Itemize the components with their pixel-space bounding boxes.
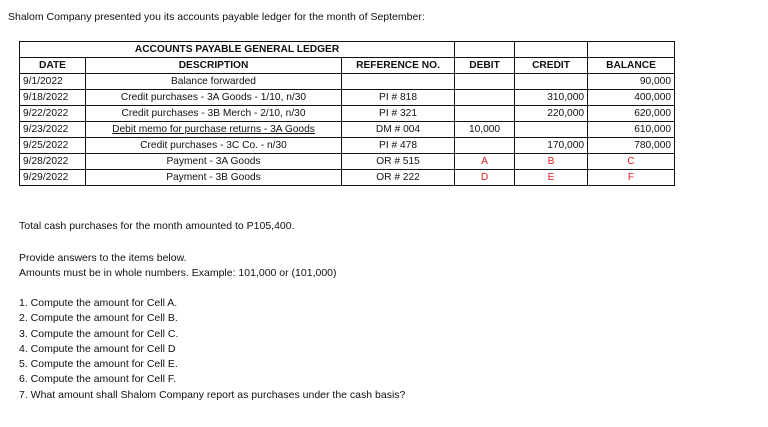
cell-debit (455, 90, 515, 106)
question-item: 1. Compute the amount for Cell A. (19, 297, 178, 309)
cell-debit (455, 74, 515, 90)
header-date: DATE (20, 58, 86, 74)
question-item: 7. What amount shall Shalom Company report as purchases under the cash basis? (19, 388, 406, 401)
ledger-title: ACCOUNTS PAYABLE GENERAL LEDGER (20, 42, 455, 58)
cell-debit (455, 106, 515, 122)
cell-f-label: F (588, 170, 675, 186)
header-credit: CREDIT (515, 58, 588, 74)
cell-date: 9/1/2022 (20, 74, 86, 90)
cell-reference (342, 74, 455, 90)
total-cash-purchases-note: Total cash purchases for the month amounted to P105,400. (19, 220, 295, 232)
cell-reference: OR # 515 (342, 154, 455, 170)
instructions-line-2: Amounts must be in whole numbers. Example: 101,000 or (101,000) (19, 267, 337, 279)
question-item: 2. Compute the amount for Cell B. (19, 312, 178, 325)
question-item: 5. Compute the amount for Cell E. (19, 358, 178, 371)
cell-balance: 780,000 (588, 138, 675, 154)
instructions (19, 251, 337, 281)
cell-balance: 610,000 (588, 122, 675, 138)
intro-text: Shalom Company presented you its accounts payable ledger for the month of September: (8, 11, 425, 23)
cell-balance: 620,000 (588, 106, 675, 122)
instructions-line-1: Provide answers to the items below. (19, 252, 187, 264)
cell-credit: 170,000 (515, 138, 588, 154)
cell-description: Payment - 3A Goods (86, 154, 342, 170)
blank-header-cell (588, 42, 675, 58)
header-balance: BALANCE (588, 58, 675, 74)
cell-reference: PI # 818 (342, 90, 455, 106)
cell-reference: PI # 321 (342, 106, 455, 122)
cell-b-label: B (515, 154, 588, 170)
blank-header-cell (455, 42, 515, 58)
cell-date: 9/22/2022 (20, 106, 86, 122)
question-item: 6. Compute the amount for Cell F. (19, 373, 176, 386)
cell-credit (515, 122, 588, 138)
question-list (19, 296, 405, 403)
cell-debit (455, 138, 515, 154)
cell-credit (515, 74, 588, 90)
cell-description: Credit purchases - 3A Goods - 1/10, n/30 (86, 90, 342, 106)
cell-date: 9/18/2022 (20, 90, 86, 106)
cell-description: Credit purchases - 3C Co. - n/30 (86, 138, 342, 154)
cell-date: 9/25/2022 (20, 138, 86, 154)
table-row (20, 106, 675, 122)
question-item: 3. Compute the amount for Cell C. (19, 327, 179, 340)
cell-description: Debit memo for purchase returns - 3A Goods (86, 122, 342, 138)
cell-description: Credit purchases - 3B Merch - 2/10, n/30 (86, 106, 342, 122)
cell-description: Payment - 3B Goods (86, 170, 342, 186)
table-row (20, 138, 675, 154)
table-row (20, 74, 675, 90)
question-item: 4. Compute the amount for Cell D (19, 342, 176, 355)
header-debit: DEBIT (455, 58, 515, 74)
cell-credit: 220,000 (515, 106, 588, 122)
cell-debit: 10,000 (455, 122, 515, 138)
table-row (20, 170, 675, 186)
header-reference: REFERENCE NO. (342, 58, 455, 74)
cell-date: 9/29/2022 (20, 170, 86, 186)
cell-balance: 90,000 (588, 74, 675, 90)
table-row (20, 154, 675, 170)
cell-date: 9/28/2022 (20, 154, 86, 170)
cell-reference: DM # 004 (342, 122, 455, 138)
table-row (20, 90, 675, 106)
cell-a-label: A (455, 154, 515, 170)
cell-reference: OR # 222 (342, 170, 455, 186)
cell-d-label: D (455, 170, 515, 186)
cell-e-label: E (515, 170, 588, 186)
cell-date: 9/23/2022 (20, 122, 86, 138)
blank-header-cell (515, 42, 588, 58)
cell-balance: 400,000 (588, 90, 675, 106)
cell-reference: PI # 478 (342, 138, 455, 154)
table-row (20, 122, 675, 138)
header-description: DESCRIPTION (86, 58, 342, 74)
header-row (20, 58, 675, 74)
cell-c-label: C (588, 154, 675, 170)
cell-description: Balance forwarded (86, 74, 342, 90)
accounts-payable-ledger (19, 41, 675, 186)
cell-credit: 310,000 (515, 90, 588, 106)
